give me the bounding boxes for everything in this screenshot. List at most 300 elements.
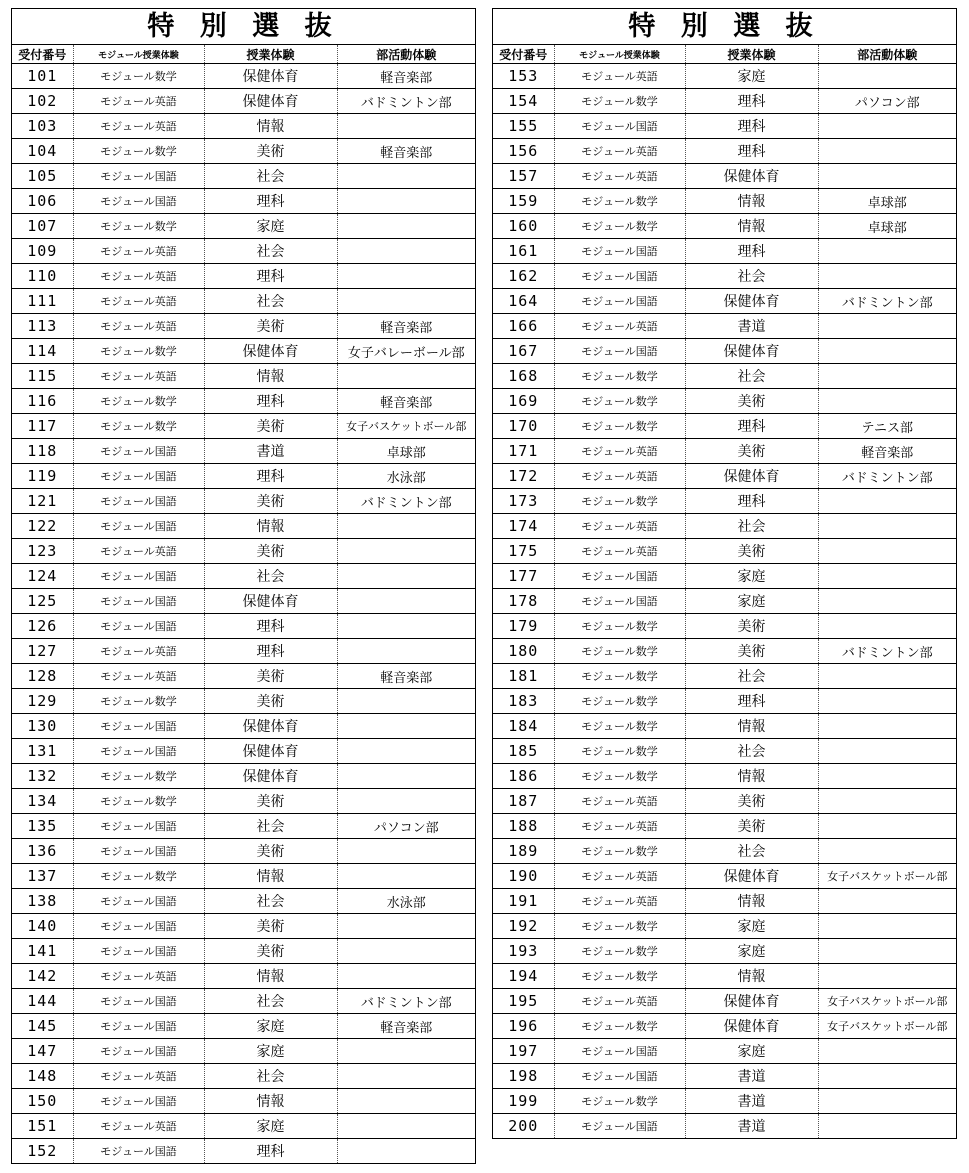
applicant-number-cell: 164 (493, 289, 554, 314)
table-row (493, 139, 956, 164)
class-trial-cell: 保健体育 (685, 464, 818, 489)
club-trial-cell (337, 764, 475, 789)
class-trial-cell: 理科 (204, 639, 337, 664)
table-row (12, 814, 475, 839)
class-trial-cell: 理科 (204, 264, 337, 289)
table-row (12, 864, 475, 889)
table-row (12, 389, 475, 414)
club-trial-cell (818, 664, 956, 689)
class-trial-cell: 保健体育 (204, 739, 337, 764)
class-trial-cell: 書道 (685, 1089, 818, 1114)
module-class-cell: モジュール国語 (73, 739, 204, 764)
class-trial-cell: 社会 (685, 739, 818, 764)
applicant-number-cell: 104 (12, 139, 73, 164)
class-trial-cell: 理科 (204, 464, 337, 489)
class-trial-cell: 美術 (685, 814, 818, 839)
class-trial-cell: 理科 (204, 389, 337, 414)
module-class-cell: モジュール英語 (73, 1064, 204, 1089)
class-trial-cell: 社会 (204, 814, 337, 839)
club-trial-cell (818, 1039, 956, 1064)
class-trial-cell: 理科 (685, 689, 818, 714)
applicant-number-cell: 124 (12, 564, 73, 589)
club-trial-cell: 軽音楽部 (337, 314, 475, 339)
module-class-cell: モジュール数学 (554, 639, 685, 664)
applicant-number-cell: 103 (12, 114, 73, 139)
class-trial-cell: 理科 (685, 239, 818, 264)
applicant-number-cell: 173 (493, 489, 554, 514)
club-trial-cell: バドミントン部 (818, 639, 956, 664)
applicant-number-cell: 106 (12, 189, 73, 214)
club-trial-cell (818, 489, 956, 514)
class-trial-cell: 保健体育 (204, 764, 337, 789)
club-trial-cell (337, 739, 475, 764)
applicant-number-cell: 189 (493, 839, 554, 864)
module-class-cell: モジュール国語 (73, 1089, 204, 1114)
module-class-cell: モジュール国語 (73, 489, 204, 514)
applicant-number-cell: 118 (12, 439, 73, 464)
club-trial-cell: 軽音楽部 (818, 439, 956, 464)
module-class-cell: モジュール数学 (73, 689, 204, 714)
module-class-cell: モジュール国語 (73, 439, 204, 464)
class-trial-cell: 情報 (685, 889, 818, 914)
class-trial-cell: 理科 (685, 89, 818, 114)
class-trial-cell: 保健体育 (204, 339, 337, 364)
applicant-number-cell: 200 (508, 1117, 539, 1135)
applicant-number-cell: 130 (12, 714, 73, 739)
module-class-cell: モジュール数学 (554, 214, 685, 239)
class-trial-cell: 情報 (685, 189, 818, 214)
panel-title: 特 別 選 抜 (12, 9, 475, 45)
club-trial-cell (818, 789, 956, 814)
module-class-cell: モジュール数学 (554, 414, 685, 439)
table-row (493, 364, 956, 389)
module-class-cell: モジュール英語 (554, 539, 685, 564)
applicant-number-cell: 181 (493, 664, 554, 689)
table-row (493, 264, 956, 289)
class-trial-cell: 保健体育 (685, 289, 818, 314)
table-row (12, 664, 475, 689)
applicant-number-cell: 101 (12, 64, 73, 89)
club-trial-cell: 卓球部 (337, 439, 475, 464)
module-class-cell: モジュール数学 (554, 1089, 685, 1114)
table-row (493, 814, 956, 839)
club-trial-cell: 軽音楽部 (337, 1014, 475, 1039)
table-row (12, 564, 475, 589)
class-trial-cell: 情報 (685, 964, 818, 989)
class-trial-cell: 美術 (685, 439, 818, 464)
club-trial-cell (337, 239, 475, 264)
class-trial-cell: 保健体育 (204, 64, 337, 89)
class-trial-cell: 美術 (685, 789, 818, 814)
module-class-cell: モジュール英語 (554, 464, 685, 489)
applicant-number-cell: 187 (493, 789, 554, 814)
club-trial-cell (337, 964, 475, 989)
table-row (493, 389, 956, 414)
club-trial-cell (818, 1064, 956, 1089)
class-trial-cell: 社会 (204, 889, 337, 914)
module-class-cell: モジュール国語 (73, 1039, 204, 1064)
club-trial-cell (337, 264, 475, 289)
module-class-cell: モジュール国語 (73, 839, 204, 864)
applicant-number-cell: 150 (12, 1089, 73, 1114)
module-class-cell: モジュール国語 (73, 514, 204, 539)
applicant-number-cell: 141 (12, 939, 73, 964)
club-trial-cell (818, 139, 956, 164)
club-trial-cell: 女子バスケットボール部 (818, 989, 956, 1014)
applicant-number-cell: 156 (493, 139, 554, 164)
club-trial-cell (337, 1039, 475, 1064)
header-id: 受付番号 (12, 45, 73, 64)
club-trial-cell (818, 1089, 956, 1114)
class-trial-cell: 美術 (204, 664, 337, 689)
class-trial-cell: 理科 (685, 114, 818, 139)
table-row (493, 1064, 956, 1089)
table-row (12, 239, 475, 264)
club-trial-cell (818, 939, 956, 964)
applicant-number-cell: 110 (12, 264, 73, 289)
module-class-cell: モジュール国語 (73, 989, 204, 1014)
table-row (493, 439, 956, 464)
module-class-cell: モジュール数学 (554, 689, 685, 714)
club-trial-cell (337, 189, 475, 214)
table-row (12, 539, 475, 564)
class-trial-cell: 保健体育 (685, 1014, 818, 1039)
club-trial-cell: パソコン部 (337, 814, 475, 839)
table-row (493, 939, 956, 964)
module-class-cell: モジュール数学 (554, 489, 685, 514)
class-trial-cell: 理科 (204, 614, 337, 639)
applicant-number-cell: 166 (493, 314, 554, 339)
applicant-number-cell: 137 (12, 864, 73, 889)
module-class-cell: モジュール国語 (73, 1139, 204, 1164)
table-row (12, 289, 475, 314)
roster-body (493, 64, 956, 1139)
club-trial-cell (818, 739, 956, 764)
table-row (493, 839, 956, 864)
module-class-cell: モジュール数学 (73, 389, 204, 414)
class-trial-cell: 美術 (204, 689, 337, 714)
module-class-cell: モジュール数学 (554, 614, 685, 639)
module-class-cell: モジュール国語 (73, 1014, 204, 1039)
class-trial-cell: 社会 (204, 564, 337, 589)
table-row (493, 314, 956, 339)
applicant-number-cell: 159 (493, 189, 554, 214)
applicant-number-cell: 153 (493, 64, 554, 89)
club-trial-cell (818, 614, 956, 639)
module-class-cell: モジュール国語 (554, 1039, 685, 1064)
club-trial-cell (337, 639, 475, 664)
club-trial-cell: バドミントン部 (337, 489, 475, 514)
table-row (12, 939, 475, 964)
table-row (493, 564, 956, 589)
left-roster-panel (11, 8, 476, 1164)
applicant-number-cell: 168 (493, 364, 554, 389)
module-class-cell: モジュール英語 (73, 89, 204, 114)
applicant-number-cell: 179 (493, 614, 554, 639)
table-row (12, 989, 475, 1014)
table-row (493, 989, 956, 1014)
club-trial-cell: 水泳部 (337, 889, 475, 914)
club-trial-cell: 女子バスケットボール部 (818, 864, 956, 889)
header-id: 受付番号 (493, 45, 554, 64)
club-trial-cell: バドミントン部 (818, 464, 956, 489)
class-trial-cell: 情報 (685, 714, 818, 739)
club-trial-cell (337, 864, 475, 889)
module-class-cell: モジュール数学 (73, 339, 204, 364)
class-trial-cell: 美術 (204, 839, 337, 864)
club-trial-cell (337, 689, 475, 714)
module-class-cell: モジュール国語 (73, 564, 204, 589)
club-trial-cell (818, 64, 956, 89)
club-trial-cell (818, 589, 956, 614)
module-class-cell: モジュール英語 (73, 639, 204, 664)
module-class-cell: モジュール英語 (554, 314, 685, 339)
table-row (12, 1039, 475, 1064)
applicant-number-cell: 183 (493, 689, 554, 714)
club-trial-cell: 軽音楽部 (337, 64, 475, 89)
club-trial-cell (818, 314, 956, 339)
class-trial-cell: 美術 (685, 614, 818, 639)
table-row (493, 764, 956, 789)
module-class-cell: モジュール英語 (554, 164, 685, 189)
club-trial-cell (337, 564, 475, 589)
class-trial-cell: 情報 (685, 214, 818, 239)
class-trial-cell: 家庭 (685, 589, 818, 614)
club-trial-cell (337, 1064, 475, 1089)
club-trial-cell (818, 339, 956, 364)
applicant-number-cell: 195 (493, 989, 554, 1014)
applicant-number-cell: 197 (493, 1039, 554, 1064)
module-class-cell: モジュール英語 (554, 889, 685, 914)
class-trial-cell: 社会 (685, 364, 818, 389)
table-row (493, 889, 956, 914)
applicant-number-cell: 135 (12, 814, 73, 839)
class-trial-cell: 社会 (685, 839, 818, 864)
class-trial-cell: 保健体育 (204, 714, 337, 739)
class-trial-cell: 理科 (685, 489, 818, 514)
class-trial-cell: 家庭 (204, 1114, 337, 1139)
table-row (12, 314, 475, 339)
applicant-number-cell: 145 (12, 1014, 73, 1039)
applicant-number-cell: 154 (493, 89, 554, 114)
class-trial-cell: 情報 (204, 114, 337, 139)
club-trial-cell (818, 264, 956, 289)
table-row (493, 1014, 956, 1039)
table-row (12, 64, 475, 89)
club-trial-cell: 軽音楽部 (337, 389, 475, 414)
club-trial-cell: バドミントン部 (337, 989, 475, 1014)
table-row (12, 1064, 475, 1089)
applicant-number-cell: 157 (493, 164, 554, 189)
class-trial-cell: 書道 (685, 314, 818, 339)
module-class-cell: モジュール数学 (73, 139, 204, 164)
applicant-number-cell: 140 (12, 914, 73, 939)
class-trial-cell: 家庭 (204, 214, 337, 239)
module-class-cell: モジュール英語 (73, 264, 204, 289)
club-trial-cell (337, 164, 475, 189)
applicant-number-cell: 162 (493, 264, 554, 289)
module-class-cell: モジュール国語 (73, 614, 204, 639)
applicant-number-cell: 129 (12, 689, 73, 714)
applicant-number-cell: 172 (493, 464, 554, 489)
module-class-cell: モジュール国語 (73, 914, 204, 939)
applicant-number-cell: 151 (12, 1114, 73, 1139)
module-class-cell: モジュール国語 (554, 1064, 685, 1089)
applicant-number-cell: 178 (493, 589, 554, 614)
club-trial-cell (337, 1089, 475, 1114)
class-trial-cell: 美術 (204, 939, 337, 964)
table-row (493, 964, 956, 989)
class-trial-cell: 社会 (204, 989, 337, 1014)
class-trial-cell: 美術 (204, 489, 337, 514)
table-row (493, 914, 956, 939)
table-row (12, 364, 475, 389)
class-trial-cell: 家庭 (685, 1039, 818, 1064)
applicant-number-cell: 188 (493, 814, 554, 839)
class-trial-cell: 家庭 (685, 939, 818, 964)
applicant-number-cell: 190 (493, 864, 554, 889)
module-class-cell: モジュール数学 (554, 739, 685, 764)
club-trial-cell (818, 364, 956, 389)
club-trial-cell (337, 289, 475, 314)
table-row (493, 714, 956, 739)
header-row (493, 45, 956, 64)
table-row (493, 1114, 956, 1139)
applicant-number-cell: 167 (493, 339, 554, 364)
applicant-number-cell: 132 (12, 764, 73, 789)
club-trial-cell (337, 514, 475, 539)
applicant-number-cell: 147 (12, 1039, 73, 1064)
club-trial-cell (818, 239, 956, 264)
class-trial-cell: 家庭 (204, 1014, 337, 1039)
applicant-number-cell: 194 (493, 964, 554, 989)
club-trial-cell (818, 839, 956, 864)
module-class-cell: モジュール数学 (554, 664, 685, 689)
table-row (493, 539, 956, 564)
table-row (493, 289, 956, 314)
class-trial-cell: 保健体育 (685, 339, 818, 364)
table-row (12, 739, 475, 764)
club-trial-cell (337, 214, 475, 239)
table-row (493, 489, 956, 514)
module-class-cell: モジュール数学 (554, 764, 685, 789)
header-club: 部活動体験 (337, 45, 475, 64)
module-class-cell: モジュール国語 (554, 1114, 685, 1139)
applicant-number-cell: 171 (493, 439, 554, 464)
club-trial-cell (337, 914, 475, 939)
table-row (493, 464, 956, 489)
applicant-number-cell: 170 (493, 414, 554, 439)
table-row (12, 964, 475, 989)
applicant-number-cell: 196 (493, 1014, 554, 1039)
club-trial-cell (818, 914, 956, 939)
roster-body (12, 64, 475, 1164)
table-row (12, 339, 475, 364)
class-trial-cell: 情報 (204, 964, 337, 989)
module-class-cell: モジュール国語 (554, 289, 685, 314)
club-trial-cell: 卓球部 (818, 214, 956, 239)
module-class-cell: モジュール国語 (73, 189, 204, 214)
module-class-cell: モジュール数学 (554, 364, 685, 389)
class-trial-cell: 社会 (685, 264, 818, 289)
table-row (493, 664, 956, 689)
club-trial-cell (818, 514, 956, 539)
club-trial-cell (337, 614, 475, 639)
module-class-cell: モジュール国語 (73, 714, 204, 739)
table-row (12, 164, 475, 189)
module-class-cell: モジュール国語 (73, 589, 204, 614)
module-class-cell: モジュール国語 (554, 114, 685, 139)
module-class-cell: モジュール英語 (73, 289, 204, 314)
module-class-cell: モジュール英語 (554, 789, 685, 814)
table-row (12, 214, 475, 239)
applicant-number-cell: 105 (12, 164, 73, 189)
club-trial-cell: バドミントン部 (818, 289, 956, 314)
applicant-number-cell: 136 (12, 839, 73, 864)
applicant-number-cell: 191 (493, 889, 554, 914)
club-trial-cell (337, 839, 475, 864)
club-trial-cell: 女子バレーボール部 (337, 339, 475, 364)
table-row (12, 839, 475, 864)
table-row (493, 239, 956, 264)
class-trial-cell: 保健体育 (685, 989, 818, 1014)
module-class-cell: モジュール国語 (73, 164, 204, 189)
module-class-cell: モジュール英語 (554, 139, 685, 164)
table-row (493, 589, 956, 614)
club-trial-cell: 軽音楽部 (337, 664, 475, 689)
club-trial-cell (337, 364, 475, 389)
class-trial-cell: 社会 (204, 289, 337, 314)
class-trial-cell: 美術 (685, 539, 818, 564)
class-trial-cell: 家庭 (685, 64, 818, 89)
table-row (12, 889, 475, 914)
table-row (493, 789, 956, 814)
table-row (12, 114, 475, 139)
applicant-number-cell: 193 (493, 939, 554, 964)
module-class-cell: モジュール国語 (73, 464, 204, 489)
applicant-number-cell: 198 (493, 1064, 554, 1089)
table-row (493, 214, 956, 239)
class-trial-cell: 美術 (204, 789, 337, 814)
table-row (12, 764, 475, 789)
class-trial-cell: 情報 (204, 1089, 337, 1114)
module-class-cell: モジュール数学 (554, 714, 685, 739)
class-trial-cell: 書道 (685, 1114, 818, 1139)
module-class-cell: モジュール英語 (73, 1114, 204, 1139)
table-row (493, 339, 956, 364)
module-class-cell: モジュール国語 (554, 339, 685, 364)
module-class-cell: モジュール国語 (73, 939, 204, 964)
club-trial-cell (337, 114, 475, 139)
module-class-cell: モジュール数学 (73, 64, 204, 89)
module-class-cell: モジュール数学 (73, 414, 204, 439)
table-row (12, 414, 475, 439)
table-row (12, 89, 475, 114)
header-class: 授業体験 (204, 45, 337, 64)
table-row (12, 264, 475, 289)
club-trial-cell (337, 789, 475, 814)
module-class-cell: モジュール英語 (554, 814, 685, 839)
class-trial-cell: 理科 (204, 1139, 337, 1164)
club-trial-cell (337, 589, 475, 614)
roster-table (12, 45, 475, 1163)
club-trial-cell (818, 1114, 956, 1139)
module-class-cell: モジュール数学 (554, 89, 685, 114)
table-row (493, 114, 956, 139)
class-trial-cell: 情報 (204, 514, 337, 539)
class-trial-cell: 理科 (204, 189, 337, 214)
module-class-cell: モジュール国語 (554, 589, 685, 614)
